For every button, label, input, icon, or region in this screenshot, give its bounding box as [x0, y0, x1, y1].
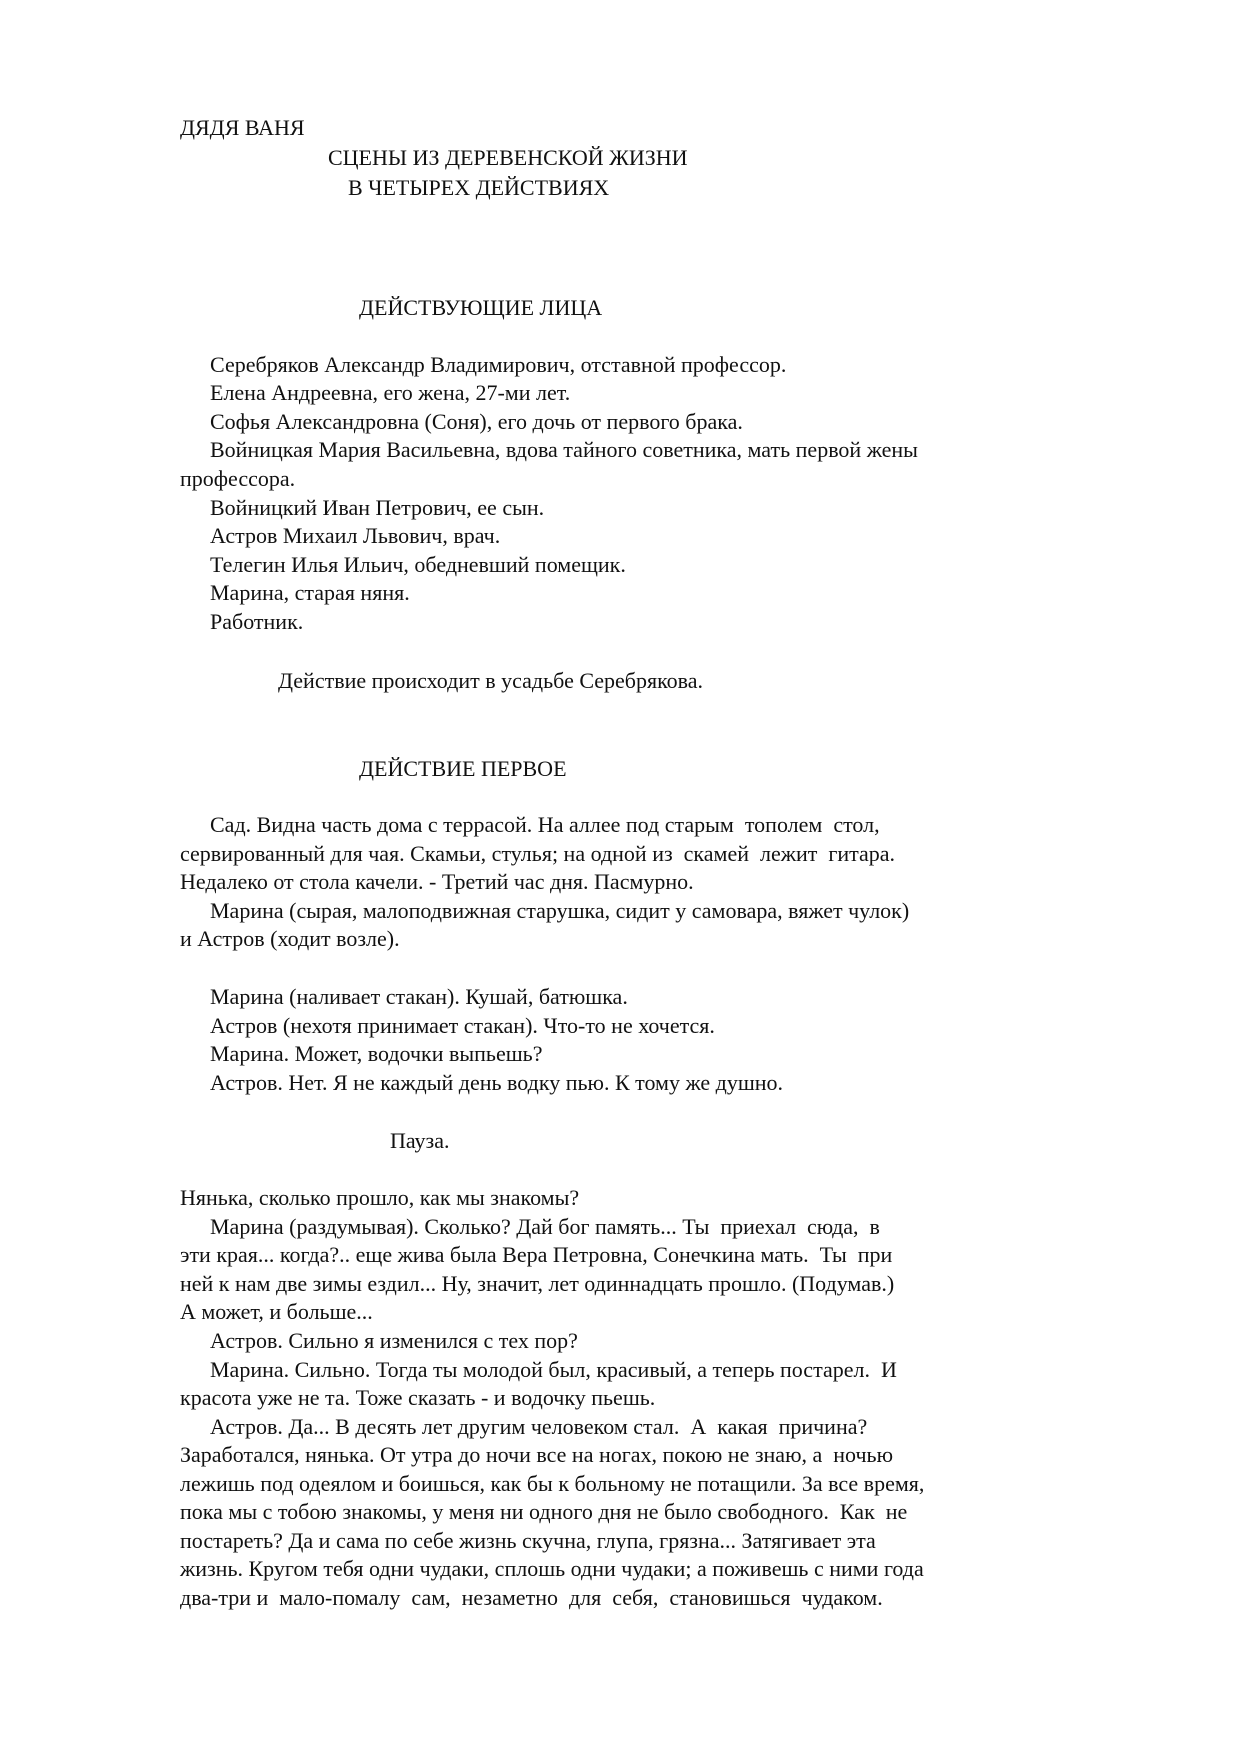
character-line: Войницкий Иван Петрович, ее сын.	[210, 495, 545, 520]
text-line: постареть? Да и сама по себе жизнь скучна, глупа, грязна... Затягивает эта	[180, 1528, 876, 1553]
text-line: Марина (наливает стакан). Кушай, батюшка.	[210, 984, 628, 1009]
text-line: Астров. Нет. Я не каждый день водку пью. К тому же душно.	[210, 1070, 784, 1095]
character-line: Марина, старая няня.	[210, 580, 410, 605]
setting-note: Действие происходит в усадьбе Серебрякова.	[278, 668, 704, 693]
text-line: Сад. Видна часть дома с террасой. На аллее под старым тополем стол,	[210, 812, 880, 837]
text-line: красота уже не та. Тоже сказать - и водочку пьешь.	[180, 1385, 656, 1410]
character-line: Астров Михаил Львович, врач.	[210, 523, 501, 548]
character-line: Работник.	[210, 609, 304, 634]
text-line: Недалеко от стола качели. - Третий час дня. Пасмурно.	[180, 869, 694, 894]
text-line: Нянька, сколько прошло, как мы знакомы?	[180, 1185, 580, 1210]
character-line: Войницкая Мария Васильевна, вдова тайного советника, мать первой жены	[210, 437, 918, 462]
character-line: Софья Александровна (Соня), его дочь от первого брака.	[210, 409, 743, 434]
text-line: эти края... когда?.. еще жива была Вера Петровна, Сонечкина мать. Ты при	[180, 1242, 893, 1267]
character-line: Серебряков Александр Владимирович, отставной профессор.	[210, 352, 787, 377]
text-line: Марина (раздумывая). Сколько? Дай бог память... Ты приехал сюда, в	[210, 1214, 880, 1239]
character-line: Елена Андреевна, его жена, 27-ми лет.	[210, 380, 571, 405]
characters-heading: ДЕЙСТВУЮЩИЕ ЛИЦА	[359, 295, 603, 320]
text-line: Астров. Сильно я изменился с тех пор?	[210, 1328, 578, 1353]
play-subtitle-line: СЦЕНЫ ИЗ ДЕРЕВЕНСКОЙ ЖИЗНИ	[328, 145, 688, 170]
character-line: профессора.	[180, 466, 296, 491]
text-line: и Астров (ходит возле).	[180, 926, 400, 951]
text-line: Астров (нехотя принимает стакан). Что-то не хочется.	[210, 1013, 715, 1038]
play-title: ДЯДЯ ВАНЯ	[180, 115, 305, 140]
text-line: ней к нам две зимы ездил... Ну, значит, лет одиннадцать прошло. (Подумав.)	[180, 1271, 895, 1296]
act-heading: ДЕЙСТВИЕ ПЕРВОЕ	[359, 756, 567, 781]
text-line: Марина. Может, водочки выпьешь?	[210, 1041, 543, 1066]
play-subtitle-line: В ЧЕТЫРЕХ ДЕЙСТВИЯХ	[348, 175, 610, 200]
stage-direction: Пауза.	[390, 1128, 450, 1153]
text-line: Заработался, нянька. От утра до ночи все на ногах, покою не знаю, а ночью	[180, 1442, 894, 1467]
text-line: сервированный для чая. Скамьи, стулья; на одной из скамей лежит гитара.	[180, 841, 896, 866]
character-line: Телегин Илья Ильич, обедневший помещик.	[210, 552, 626, 577]
text-line: А может, и больше...	[180, 1299, 373, 1324]
text-line: жизнь. Кругом тебя одни чудаки, сплошь одни чудаки; а поживешь с ними года	[180, 1556, 924, 1581]
text-line: Марина (сырая, малоподвижная старушка, сидит у самовара, вяжет чулок)	[210, 898, 910, 923]
text-line: два-три и мало-помалу сам, незаметно для себя, становишься чудаком.	[180, 1585, 883, 1610]
text-line: пока мы с тобою знакомы, у меня ни одного дня не было свободного. Как не	[180, 1499, 908, 1524]
text-line: лежишь под одеялом и боишься, как бы к больному не потащили. За все время,	[180, 1471, 925, 1496]
text-line: Астров. Да... В десять лет другим человеком стал. А какая причина?	[210, 1414, 868, 1439]
text-line: Марина. Сильно. Тогда ты молодой был, красивый, а теперь постарел. И	[210, 1357, 897, 1382]
